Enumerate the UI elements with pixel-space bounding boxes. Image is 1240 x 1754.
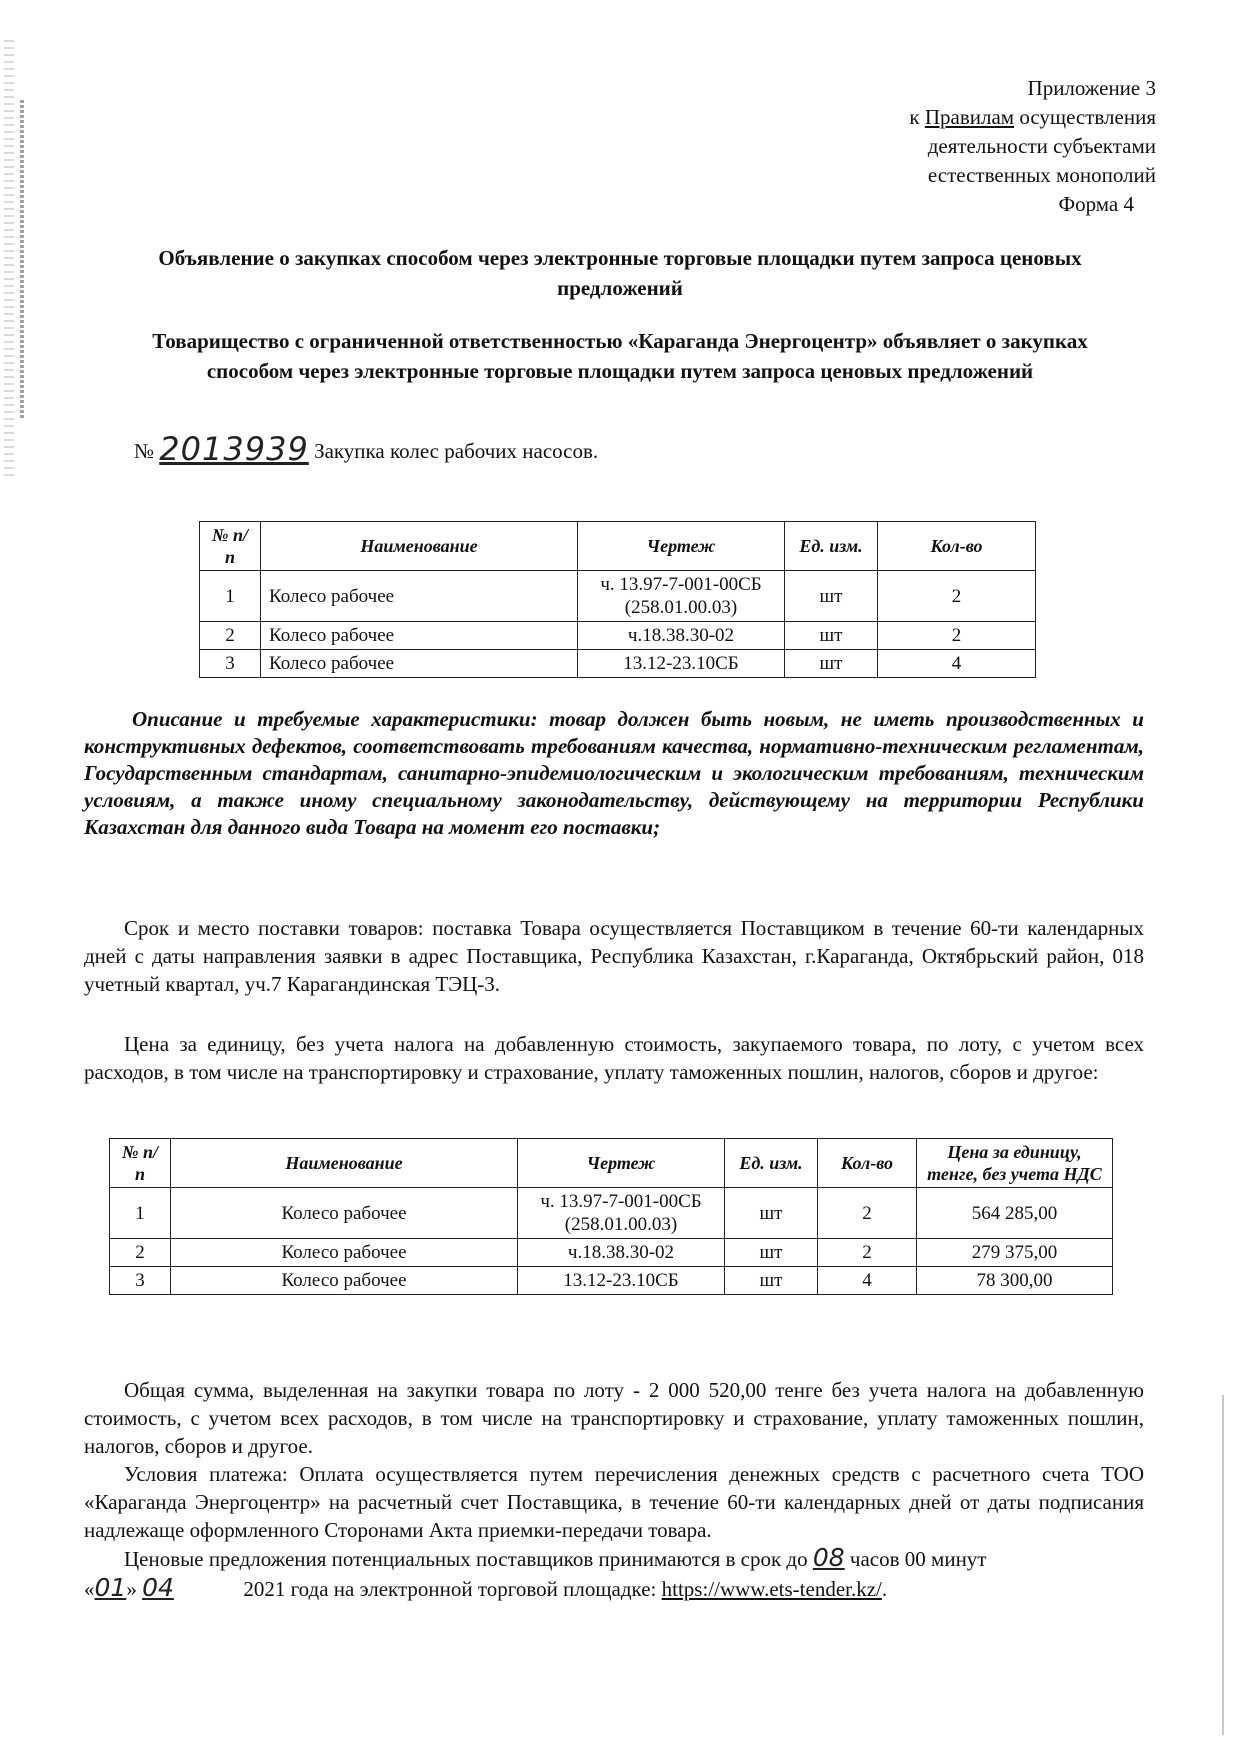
- rules-link[interactable]: Правилам: [924, 105, 1015, 129]
- delivery-terms: Срок и место поставки товаров: поставка Товара осуществляется Поставщиком в течение 60-ти календарных дней с даты направления заявки в адрес Поставщика, Республика Казахстан, г.Караганда, Октябрьский район, 018 учетный квартал, уч.7 Карагандинская ТЭЦ-3.: [84, 916, 1144, 996]
- purchase-line: № 2013939 Закупка колес рабочих насосов.: [134, 430, 599, 468]
- prices-table: [109, 1138, 1113, 1295]
- table-row: 2 Колесо рабочее ч.18.38.30-02 шт 2 279 375,00: [110, 1239, 1113, 1267]
- col-header: Чертеж: [518, 1139, 725, 1188]
- scan-edge-artifact: [4, 40, 14, 480]
- purchase-number: 2013939: [159, 430, 309, 468]
- col-header: Кол-во: [878, 522, 1036, 571]
- platform-url-link[interactable]: https://www.ets-tender.kz/: [661, 1577, 882, 1601]
- price-intro: Цена за единицу, без учета налога на добавленную стоимость, закупаемого товара, по лоту, с учетом всех расходов, в том числе на транспортировку и страхование, уплату таможенных пошлин, налогов, сборов и другое:: [84, 1032, 1144, 1084]
- col-header: Чертеж: [578, 522, 785, 571]
- payment-terms: Условия платежа: Оплата осуществляется путем перечисления денежных средств с расчетного счета ТОО «Караганда Энергоцентр» на расчетный счет Поставщика, в течение 60-ти календарных дней от даты подписания надлежаще оформленного Сторонами Акта приемки-передачи товара.: [84, 1462, 1144, 1542]
- col-header: № п/п: [200, 522, 261, 571]
- table-row: 3 Колесо рабочее 13.12-23.10СБ шт 4: [200, 650, 1036, 678]
- deadline-day: 01: [94, 1573, 127, 1602]
- deadline-hour: 08: [812, 1543, 845, 1572]
- total-amount: Общая сумма, выделенная на закупки товара по лоту - 2 000 520,00 тенге без учета налога на добавленную стоимость, с учетом всех расходов, в том числе на транспортировку и страхование, уплату таможенных пошлин, налогов, сборов и другое.: [84, 1378, 1144, 1458]
- appendix-block: [909, 74, 1156, 219]
- col-header: Наименование: [261, 522, 578, 571]
- table-row: 1 Колесо рабочее ч. 13.97-7-001-00СБ (258.01.00.03) шт 2 564 285,00: [110, 1188, 1113, 1239]
- table-row: 1 Колесо рабочее ч. 13.97-7-001-00СБ (258.01.00.03) шт 2: [200, 571, 1036, 622]
- requirements-description: Описание и требуемые характеристики: товар должен быть новым, не иметь производственных и конструктивных дефектов, соответствовать требованиям качества, нормативно-техническим регламентам, Государственным стандартам, санитарно-эпидемиологическим и экологическим требованиям, техническим условиям, а также иному специальному законодательству, действующему на территории Республики Казахстан для данного вида Товара на момент его поставки;: [84, 707, 1144, 839]
- appendix-line: деятельности субъектами: [927, 134, 1156, 158]
- table-row: 3 Колесо рабочее 13.12-23.10СБ шт 4 78 300,00: [110, 1267, 1113, 1295]
- deadline-line-1: Ценовые предложения потенциальных поставщиков принимаются в срок до 08 часов 00 минут: [124, 1543, 987, 1572]
- col-header: Цена за единицу, тенге, без учета НДС: [917, 1139, 1113, 1188]
- document-subtitle: Товарищество с ограниченной ответственностью «Караганда Энергоцентр» объявляет о закупках способом через электронные торговые площадки путем запроса ценовых предложений: [152, 329, 1088, 383]
- purchase-description: Закупка колес рабочих насосов.: [314, 439, 599, 463]
- col-header: № п/п: [110, 1139, 171, 1188]
- items-table: [199, 521, 1036, 678]
- table-header-row: [200, 522, 1036, 571]
- table-row: 2 Колесо рабочее ч.18.38.30-02 шт 2: [200, 622, 1036, 650]
- col-header: Наименование: [171, 1139, 518, 1188]
- scan-edge-artifact: [20, 100, 24, 420]
- scan-edge-artifact: [1222, 1395, 1224, 1735]
- col-header: Кол-во: [818, 1139, 917, 1188]
- document-title: Объявление о закупках способом через электронные торговые площадки путем запроса ценовых предложений: [158, 246, 1082, 300]
- col-header: Ед. изм.: [725, 1139, 818, 1188]
- appendix-line: к Правилам осуществления: [909, 105, 1156, 129]
- deadline-line-2: «01» 04 2021 года на электронной торговой площадке: https://www.ets-tender.kz/.: [84, 1573, 888, 1602]
- col-header: Ед. изм.: [785, 522, 878, 571]
- table-header-row: [110, 1139, 1113, 1188]
- appendix-line: Приложение 3: [1027, 76, 1156, 100]
- form-number: Форма 4: [1058, 192, 1134, 216]
- appendix-line: естественных монополий: [927, 163, 1156, 187]
- deadline-month: 04: [142, 1573, 174, 1602]
